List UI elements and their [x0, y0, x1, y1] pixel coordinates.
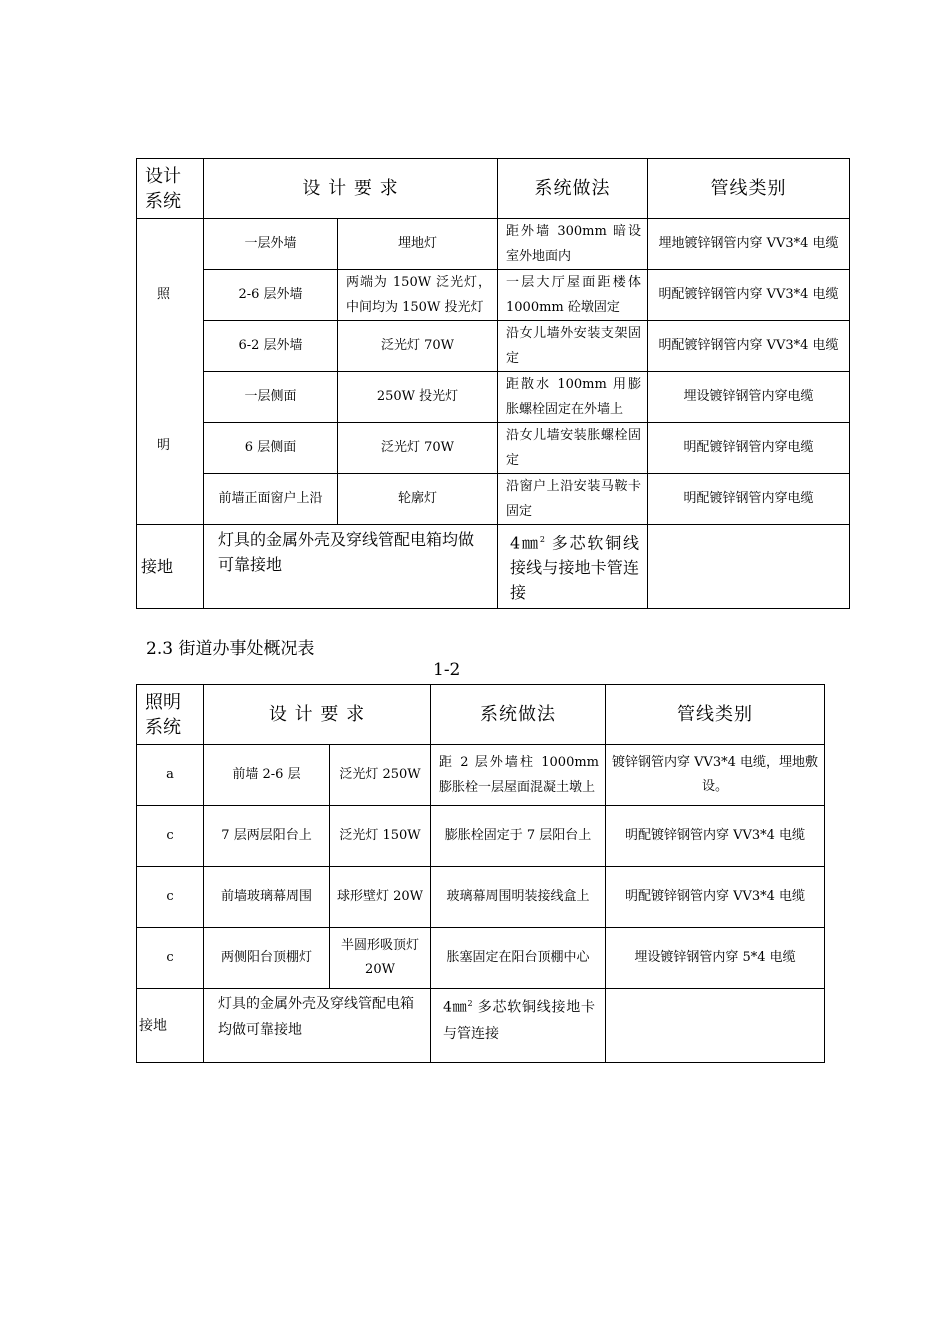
row-lamp: 泛光灯 70W — [338, 321, 498, 372]
row-location: 前墙正面窗户上沿 — [204, 474, 338, 525]
row-pipe: 明配镀锌钢管内穿电缆 — [648, 474, 850, 525]
table-row — [137, 745, 825, 806]
row-method: 一层大厅屋面距楼体 1000mm 砼墩固定 — [498, 270, 648, 321]
row-method: 沿女儿墙外安装支架固定 — [498, 321, 648, 372]
row-system: c — [137, 867, 204, 928]
group-char-top: 照 — [157, 287, 171, 302]
row-location: 前墙玻璃幕周围 — [204, 867, 330, 928]
header-requirements: 设 计 要 求 — [204, 159, 498, 219]
header-system: 设计 系统 — [137, 159, 204, 219]
row-lamp: 球形壁灯 20W — [330, 867, 431, 928]
table-header-row — [137, 685, 825, 745]
ground-method: 4㎜$^2$ 多芯软铜线接线与接地卡管连接 — [498, 525, 648, 609]
ground-row — [137, 989, 825, 1063]
ground-method: 4㎜$^2$ 多芯软铜线接地卡与管连接 — [431, 989, 606, 1063]
header-pipe: 管线类别 — [648, 159, 850, 219]
row-pipe: 埋地镀锌钢管内穿 VV3*4 电缆 — [648, 219, 850, 270]
table-row — [137, 867, 825, 928]
header-pipe: 管线类别 — [606, 685, 825, 745]
row-pipe: 埋设镀锌钢管内穿 5*4 电缆 — [606, 928, 825, 989]
table-header-row — [137, 159, 850, 219]
row-method: 沿窗户上沿安装马鞍卡固定 — [498, 474, 648, 525]
row-lamp: 250W 投光灯 — [338, 372, 498, 423]
group-char-bottom: 明 — [157, 438, 171, 453]
row-location: 6 层侧面 — [204, 423, 338, 474]
row-location: 前墙 2-6 层 — [204, 745, 330, 806]
table-row — [137, 806, 825, 867]
ground-pipe — [606, 989, 825, 1063]
lighting-table-1 — [136, 158, 850, 609]
row-pipe: 明配镀锌钢管内穿 VV3*4 电缆 — [648, 321, 850, 372]
row-location: 两侧阳台顶棚灯 — [204, 928, 330, 989]
row-method: 距 2 层外墙柱 1000mm 膨胀栓一层屋面混凝土墩上 — [431, 745, 606, 806]
header-system: 照明 系统 — [137, 685, 204, 745]
row-lamp: 埋地灯 — [338, 219, 498, 270]
header-method: 系统做法 — [431, 685, 606, 745]
table-row — [137, 372, 850, 423]
table-caption: 1-2 — [433, 660, 461, 680]
row-pipe: 明配镀锌钢管内穿电缆 — [648, 423, 850, 474]
section-title: 2.3 街道办事处概况表 — [146, 639, 315, 659]
row-location: 7 层两层阳台上 — [204, 806, 330, 867]
row-method: 玻璃幕周围明装接线盒上 — [431, 867, 606, 928]
row-pipe: 明配镀锌钢管内穿 VV3*4 电缆 — [606, 806, 825, 867]
row-lamp: 泛光灯 250W — [330, 745, 431, 806]
table-row — [137, 474, 850, 525]
header-method: 系统做法 — [498, 159, 648, 219]
row-location: 一层侧面 — [204, 372, 338, 423]
row-pipe: 明配镀锌钢管内穿 VV3*4 电缆 — [606, 867, 825, 928]
row-system: c — [137, 928, 204, 989]
row-method: 膨胀栓固定于 7 层阳台上 — [431, 806, 606, 867]
row-system: c — [137, 806, 204, 867]
table-row — [137, 270, 850, 321]
ground-label: 接地 — [137, 525, 204, 609]
table-row — [137, 219, 850, 270]
table-row — [137, 928, 825, 989]
table-row — [137, 423, 850, 474]
row-method: 距散水 100mm 用膨胀螺栓固定在外墙上 — [498, 372, 648, 423]
row-method: 距外墙 300mm 暗设室外地面内 — [498, 219, 648, 270]
header-requirements: 设 计 要 求 — [204, 685, 431, 745]
ground-pipe — [648, 525, 850, 609]
row-lamp: 泛光灯 70W — [338, 423, 498, 474]
row-location: 2-6 层外墙 — [204, 270, 338, 321]
ground-requirement: 灯具的金属外壳及穿线管配电箱均做可靠接地 — [204, 989, 431, 1063]
row-lamp: 半圆形吸顶灯 20W — [330, 928, 431, 989]
row-method: 胀塞固定在阳台顶棚中心 — [431, 928, 606, 989]
table-row — [137, 321, 850, 372]
lighting-table-2 — [136, 684, 825, 1063]
row-lamp: 轮廓灯 — [338, 474, 498, 525]
ground-requirement: 灯具的金属外壳及穿线管配电箱均做可靠接地 — [204, 525, 498, 609]
row-pipe: 埋设镀锌钢管内穿电缆 — [648, 372, 850, 423]
row-location: 一层外墙 — [204, 219, 338, 270]
ground-row — [137, 525, 850, 609]
row-pipe: 明配镀锌钢管内穿 VV3*4 电缆 — [648, 270, 850, 321]
ground-label: 接地 — [137, 989, 204, 1063]
row-lamp: 两端为 150W 泛光灯，中间均为 150W 投光灯 — [338, 270, 498, 321]
row-system: a — [137, 745, 204, 806]
group-cell-lighting — [137, 219, 204, 525]
row-method: 沿女儿墙安装胀螺栓固定 — [498, 423, 648, 474]
row-pipe: 镀锌钢管内穿 VV3*4 电缆，埋地敷设。 — [606, 745, 825, 806]
row-lamp: 泛光灯 150W — [330, 806, 431, 867]
row-location: 6-2 层外墙 — [204, 321, 338, 372]
